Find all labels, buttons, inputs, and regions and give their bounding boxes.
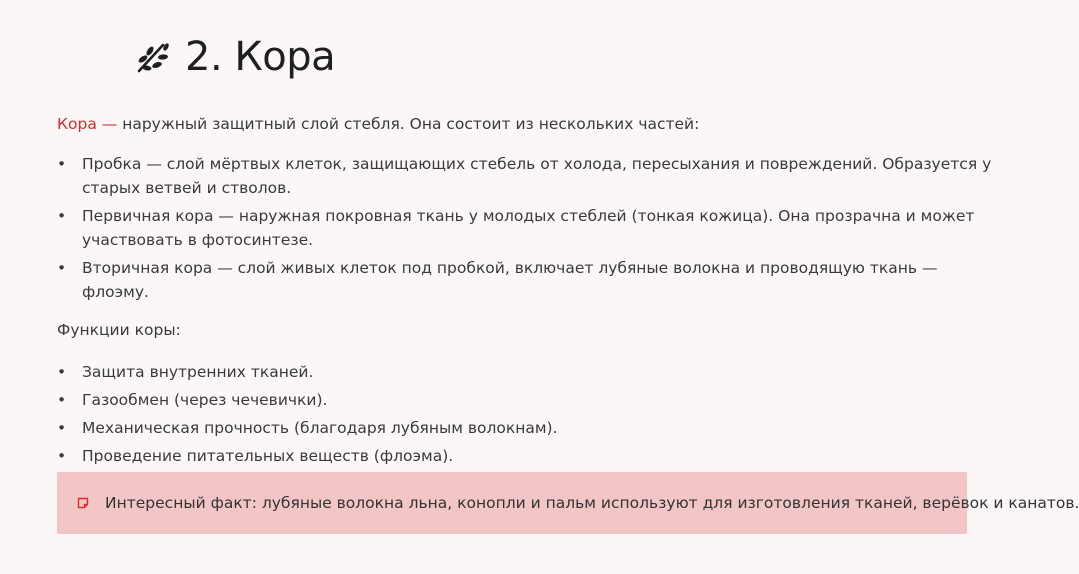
list-item: • Проведение питательных веществ (флоэма). bbox=[57, 444, 997, 468]
note-icon bbox=[77, 497, 89, 509]
intro-text: наружный защитный слой стебля. Она состоит из нескольких частей: bbox=[117, 115, 700, 133]
list-item: • Защита внутренних тканей. bbox=[57, 360, 997, 384]
functions-list bbox=[57, 360, 997, 468]
list-item: • Газообмен (через чечевички). bbox=[57, 388, 997, 412]
functions-heading: Функции коры: bbox=[57, 321, 181, 339]
intro-paragraph bbox=[57, 112, 997, 136]
slide-title-block bbox=[133, 34, 335, 80]
parts-list bbox=[57, 152, 997, 304]
list-item: • Первичная кора — наружная покровная ткань у молодых стеблей (тонкая кожица). Она прозрачна и может участвовать в фотосинтезе. bbox=[57, 204, 997, 252]
fact-box bbox=[57, 472, 1079, 534]
list-item: • Вторичная кора — слой живых клеток под пробкой, включает лубяные волокна и проводящую ткань — флоэму. bbox=[57, 256, 997, 304]
list-item: • Механическая прочность (благодаря лубяным волокнам). bbox=[57, 416, 997, 440]
intro-term: Кора — bbox=[57, 115, 118, 133]
page-title: 2. Кора bbox=[185, 34, 336, 80]
list-item: • Пробка — слой мёртвых клеток, защищающих стебель от холода, пересыхания и повреждений. Образуется у старых ветвей и стволов. bbox=[57, 152, 997, 200]
fact-text: Интересный факт: лубяные волокна льна, конопли и пальм используют для изготовления тканей, верёвок и канатов. bbox=[105, 494, 1079, 512]
leaf-branch-icon bbox=[133, 37, 173, 77]
slide-content bbox=[57, 112, 997, 472]
